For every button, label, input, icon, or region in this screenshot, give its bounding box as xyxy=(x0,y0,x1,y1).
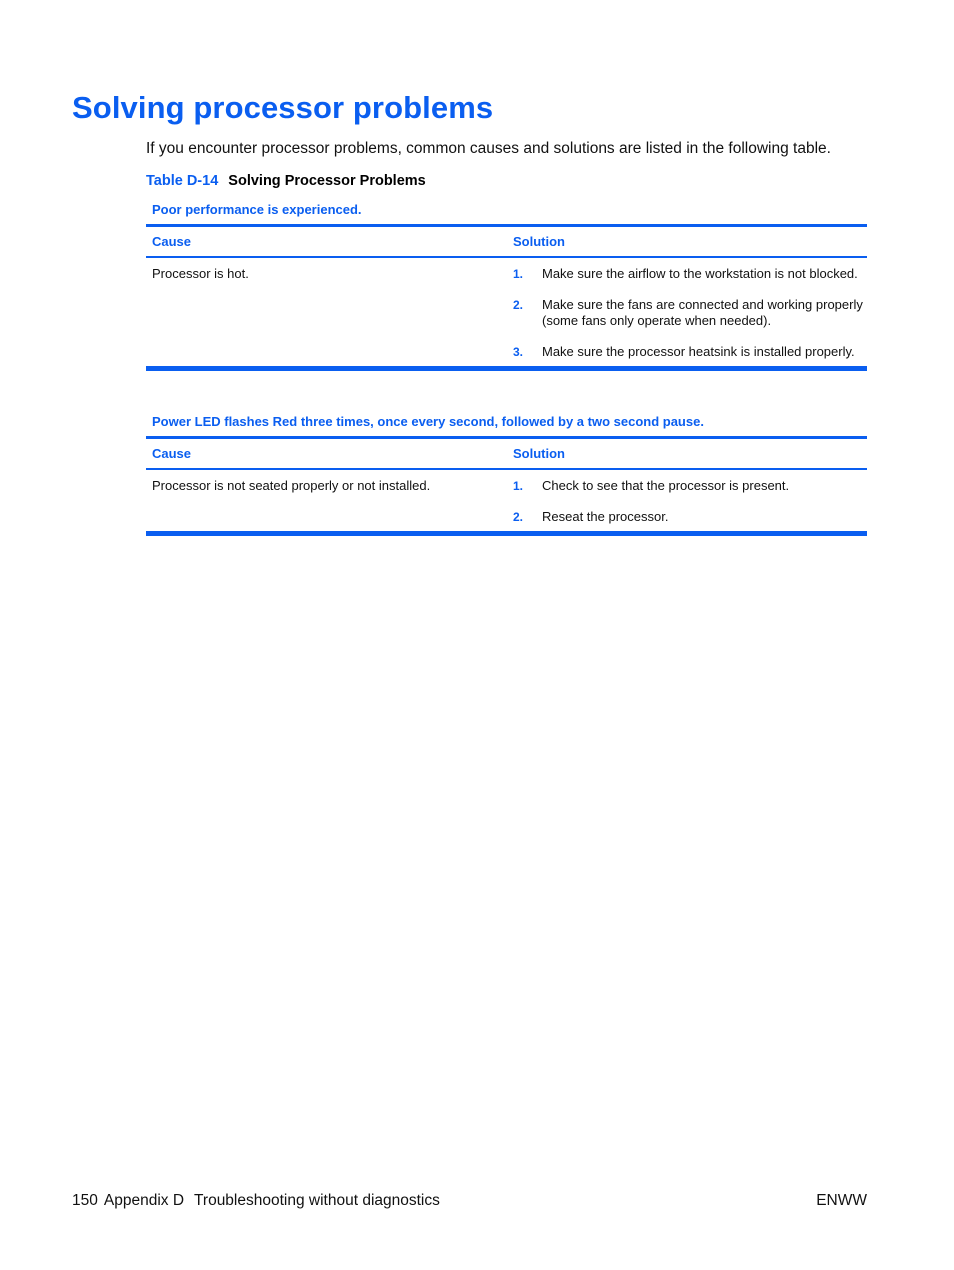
problem-table xyxy=(146,201,867,371)
page-title: Solving processor problems xyxy=(72,90,494,125)
solution-step xyxy=(513,478,867,494)
problem-title: Poor performance is experienced. xyxy=(152,202,362,217)
footer-section-title: Troubleshooting without diagnostics xyxy=(194,1192,440,1209)
table-row xyxy=(146,470,867,531)
table-row xyxy=(146,258,867,366)
step-text: Reseat the processor. xyxy=(542,509,669,524)
page-number: 150 xyxy=(72,1192,98,1209)
step-number: 1. xyxy=(513,267,524,281)
step-number: 2. xyxy=(513,510,524,524)
table-caption-title: Solving Processor Problems xyxy=(228,173,426,189)
solution-step xyxy=(513,344,867,360)
solution-steps xyxy=(507,266,867,360)
step-text: Make sure the airflow to the workstation is not blocked. xyxy=(542,266,858,281)
cause-column-header: Cause xyxy=(152,446,192,461)
step-number: 1. xyxy=(513,479,524,493)
solution-column-header: Solution xyxy=(513,234,565,249)
solution-step xyxy=(513,297,867,329)
solution-column-header: Solution xyxy=(513,446,565,461)
solution-steps xyxy=(507,478,867,525)
table-bottom-rule xyxy=(146,531,867,536)
cause-column-header: Cause xyxy=(152,234,192,249)
solution-step xyxy=(513,266,867,282)
page-footer xyxy=(72,1192,440,1210)
solution-step xyxy=(513,509,867,525)
cause-cell: Processor is hot. xyxy=(152,266,249,281)
footer-locale-code: ENWW xyxy=(816,1192,867,1209)
table-header-row xyxy=(146,227,867,256)
table-bottom-rule xyxy=(146,366,867,371)
problem-table xyxy=(146,413,867,536)
intro-paragraph: If you encounter processor problems, common causes and solutions are listed in the following table. xyxy=(146,140,831,157)
table-header-row xyxy=(146,439,867,468)
problem-title: Power LED flashes Red three times, once every second, followed by a two second pause. xyxy=(152,414,704,429)
step-number: 3. xyxy=(513,345,524,359)
table-caption-label: Table D-14 xyxy=(146,173,219,189)
footer-appendix: Appendix D xyxy=(103,1192,185,1209)
table-caption xyxy=(146,173,426,189)
step-text: Make sure the processor heatsink is installed properly. xyxy=(542,344,855,359)
step-text: Check to see that the processor is present. xyxy=(542,478,790,493)
step-text: Make sure the fans are connected and working properly (some fans only operate when needed). xyxy=(542,297,863,328)
step-number: 2. xyxy=(513,298,524,312)
cause-cell: Processor is not seated properly or not installed. xyxy=(152,478,431,493)
